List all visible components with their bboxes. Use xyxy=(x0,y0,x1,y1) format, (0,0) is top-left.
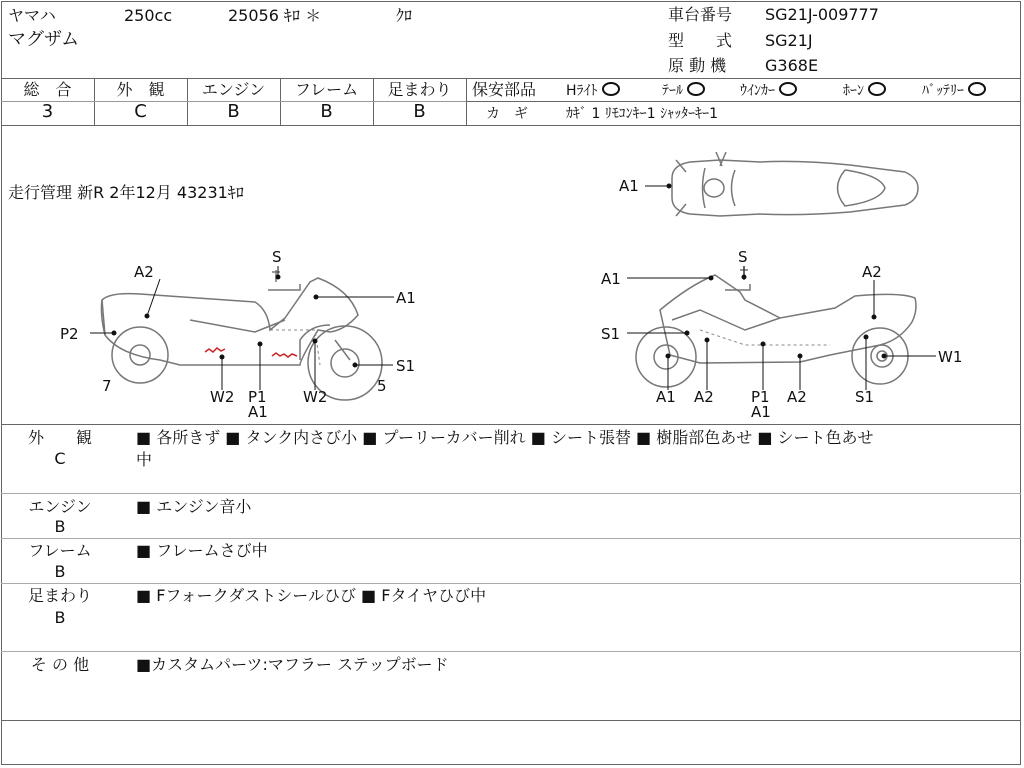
safety-item-battery: ﾊﾞｯﾃﾘｰ xyxy=(922,81,986,101)
label-5: 5 xyxy=(377,377,387,395)
detail-name: フレーム xyxy=(28,541,92,560)
safety-label: 保安部品 xyxy=(472,80,537,99)
divider xyxy=(1,583,1021,584)
detail-text: ■カスタムパーツ:マフラー ステップボード xyxy=(136,655,449,674)
label-p2: P2 xyxy=(60,325,79,343)
safety-item-tail: ﾃｰﾙ xyxy=(662,81,705,101)
grade-suspension: B xyxy=(413,101,426,122)
label-a1-top: A1 xyxy=(619,177,639,195)
label-a1: A1 xyxy=(751,403,771,421)
label-a1: A1 xyxy=(656,388,676,406)
label-w1: W1 xyxy=(938,348,963,366)
maker: ヤマハ xyxy=(8,6,56,25)
label-a1: A1 xyxy=(248,403,268,421)
grade-header-exterior: 外 観 xyxy=(116,80,165,99)
divider xyxy=(1,493,1021,494)
detail-grade: B xyxy=(54,562,66,581)
grade-total: 3 xyxy=(41,101,54,122)
label-p1: P1 xyxy=(751,388,770,406)
detail-text: ■ エンジン音小 xyxy=(136,497,252,516)
frame-no: SG21J-009777 xyxy=(765,5,879,24)
label-s: S xyxy=(738,248,748,266)
keys-value: ｶｷﾞ 1 ﾘﾓｺﾝｷｰ1 ｼｬｯﾀｰｷｰ1 xyxy=(566,106,719,122)
divider xyxy=(1,651,1021,652)
label-s1: S1 xyxy=(396,357,416,375)
label-w2: W2 xyxy=(303,388,328,406)
divider xyxy=(1,424,1021,425)
type-label: 型 式 xyxy=(668,31,733,50)
label-s1: S1 xyxy=(855,388,875,406)
label-a1: A1 xyxy=(601,270,621,288)
label-a2: A2 xyxy=(134,263,154,281)
label-a2: A2 xyxy=(862,263,882,281)
detail-grade: C xyxy=(54,449,66,468)
detail-name: そ の 他 xyxy=(30,655,90,674)
safety-item-horn: ﾎｰﾝ xyxy=(843,81,886,101)
detail-text: ■ 各所きず ■ タンク内さび小 ■ プーリーカバー削れ ■ シート張替 ■ 樹脂部色あせ ■ シート色あせ xyxy=(136,428,874,447)
detail-name: 外 観 xyxy=(27,428,92,447)
odometer-note: 走行管理 新R 2年12月 43231ｷﾛ xyxy=(8,183,244,202)
detail-name: エンジン xyxy=(28,497,92,516)
grade-engine: B xyxy=(227,101,240,122)
label-p1: P1 xyxy=(248,388,267,406)
detail-grade: B xyxy=(54,608,66,627)
label-w2: W2 xyxy=(210,388,235,406)
detail-name: 足まわり xyxy=(27,586,92,605)
displacement: 250cc xyxy=(124,6,173,25)
grade-exterior: C xyxy=(134,101,147,122)
model-name: マグザム xyxy=(8,29,80,50)
grade-header-frame: フレーム xyxy=(294,80,359,99)
type-value: SG21J xyxy=(765,31,813,50)
safety-item-headlight: Hﾗｲﾄ xyxy=(566,81,620,101)
label-7: 7 xyxy=(102,377,112,395)
engine-label: 原 動 機 xyxy=(668,56,727,75)
label-a1: A1 xyxy=(396,289,416,307)
label-s: S xyxy=(272,248,282,266)
detail-text: ■ Fフォークダストシールひび ■ Fタイヤひび中 xyxy=(136,586,487,605)
divider xyxy=(1,720,1021,721)
detail-grade: B xyxy=(54,517,66,536)
detail-text: ■ フレームさび中 xyxy=(136,541,268,560)
mileage: 25056 ｷﾛ ＊ xyxy=(228,6,322,25)
grade-frame: B xyxy=(320,101,333,122)
safety-item-winker: ｳｲﾝｶｰ xyxy=(740,81,797,101)
grade-header-suspension: 足まわり xyxy=(387,80,452,99)
label-a2: A2 xyxy=(694,388,714,406)
detail-text-cont: 中 xyxy=(136,450,153,469)
grade-header-total: 総 合 xyxy=(23,80,72,99)
divider xyxy=(1,538,1021,539)
label-a2: A2 xyxy=(787,388,807,406)
frame-no-label: 車台番号 xyxy=(668,5,733,24)
color: ｸﾛ xyxy=(396,6,413,25)
keys-label: カ ギ xyxy=(486,106,528,122)
engine-value: G368E xyxy=(765,56,819,75)
label-s1: S1 xyxy=(601,325,621,343)
grade-header-engine: エンジン xyxy=(201,80,266,99)
